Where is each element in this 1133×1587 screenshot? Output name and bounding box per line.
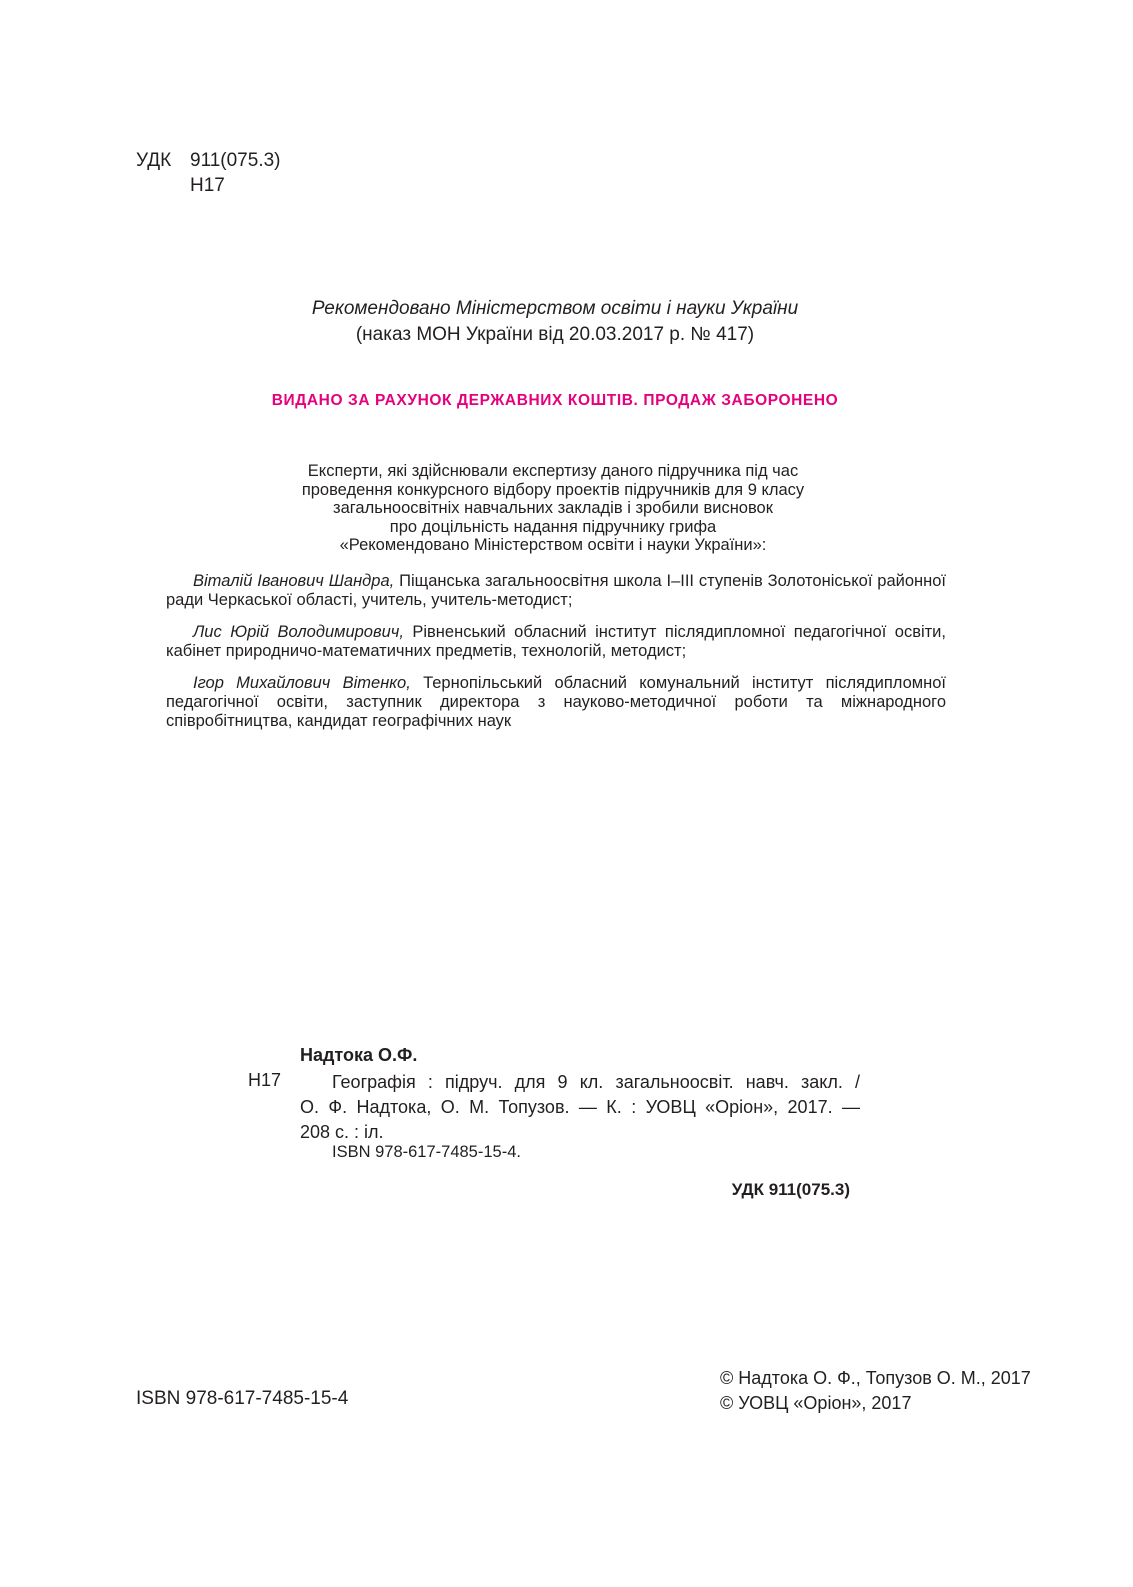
copyright-authors: © Надтока О. Ф., Топузов О. М., 2017 <box>720 1368 1031 1388</box>
expert-entry <box>166 572 946 610</box>
bib-udk: УДК 911(075.3) <box>731 1180 850 1199</box>
bib-isbn: ISBN 978-617-7485-15-4. <box>332 1143 521 1161</box>
experts-intro <box>0 462 1106 555</box>
bib-description-line: Географія : підруч. для 9 кл. загальноосвіт. навч. закл. / <box>332 1072 860 1092</box>
copyright-publisher: © УОВЦ «Оріон», 2017 <box>720 1393 912 1413</box>
expert-name: Лис Юрій Володимирович, <box>193 623 404 641</box>
expert-name: Ігор Михайлович Вітенко, <box>193 674 411 692</box>
bib-description-line: 208 с. : іл. <box>300 1122 384 1142</box>
expert-entry <box>166 623 946 661</box>
bib-index: Н17 <box>248 1070 282 1090</box>
bib-description <box>300 1070 860 1145</box>
ministry-order-line: (наказ МОН України від 20.03.2017 р. № 417) <box>355 324 755 345</box>
bib-description-line: О. Ф. Надтока, О. М. Топузов. — К. : УОВЦ «Оріон», 2017. — <box>300 1097 860 1117</box>
expert-details: Піщанська загальноосвітня школа І–ІІІ ступенів Золотоніської районної ради Черкаської області, учитель, учитель-методист; <box>166 572 947 609</box>
experts-intro-line: Експерти, які здійснювали експертизу даного підручника під час <box>307 462 799 480</box>
copyright-block <box>720 1366 1031 1416</box>
expert-details: Рівненський обласний інститут післядипломної педагогічної освіти, кабінет природничо-математичних предметів, технологій, методист; <box>166 623 946 660</box>
experts-intro-line: «Рекомендовано Міністерством освіти і науки України»: <box>339 536 767 554</box>
udk-code: 911(075.3) <box>190 150 281 171</box>
experts-intro-line: загальноосвітніх навчальних закладів і зробили висновок <box>333 499 773 517</box>
recommendation-line: Рекомендовано Міністерством освіти і науки України <box>311 298 799 319</box>
experts-intro-line: про доцільність надання підручнику грифа <box>389 517 717 536</box>
isbn-footer: ISBN 978-617-7485-15-4 <box>136 1388 349 1409</box>
state-funded-notice: ВИДАНО ЗА РАХУНОК ДЕРЖАВНИХ КОШТІВ. ПРОДАЖ ЗАБОРОНЕНО <box>271 392 839 409</box>
bib-author: Надтока О.Ф. <box>300 1045 418 1065</box>
expert-entry <box>166 674 946 731</box>
recommendation-block <box>0 296 1110 348</box>
udk-label: УДК <box>136 150 172 171</box>
expert-details: Тернопільський обласний комунальний інститут післядипломної педагогічної освіти, заступник директора з науково-методичної роботи та міжнародного співробітництва, кандидат географічних наук <box>166 674 946 730</box>
expert-name: Віталій Іванович Шандра, <box>193 572 395 590</box>
experts-intro-line: проведення конкурсного відбору проектів підручників для 9 класу <box>301 480 805 499</box>
author-index: Н17 <box>190 175 225 196</box>
